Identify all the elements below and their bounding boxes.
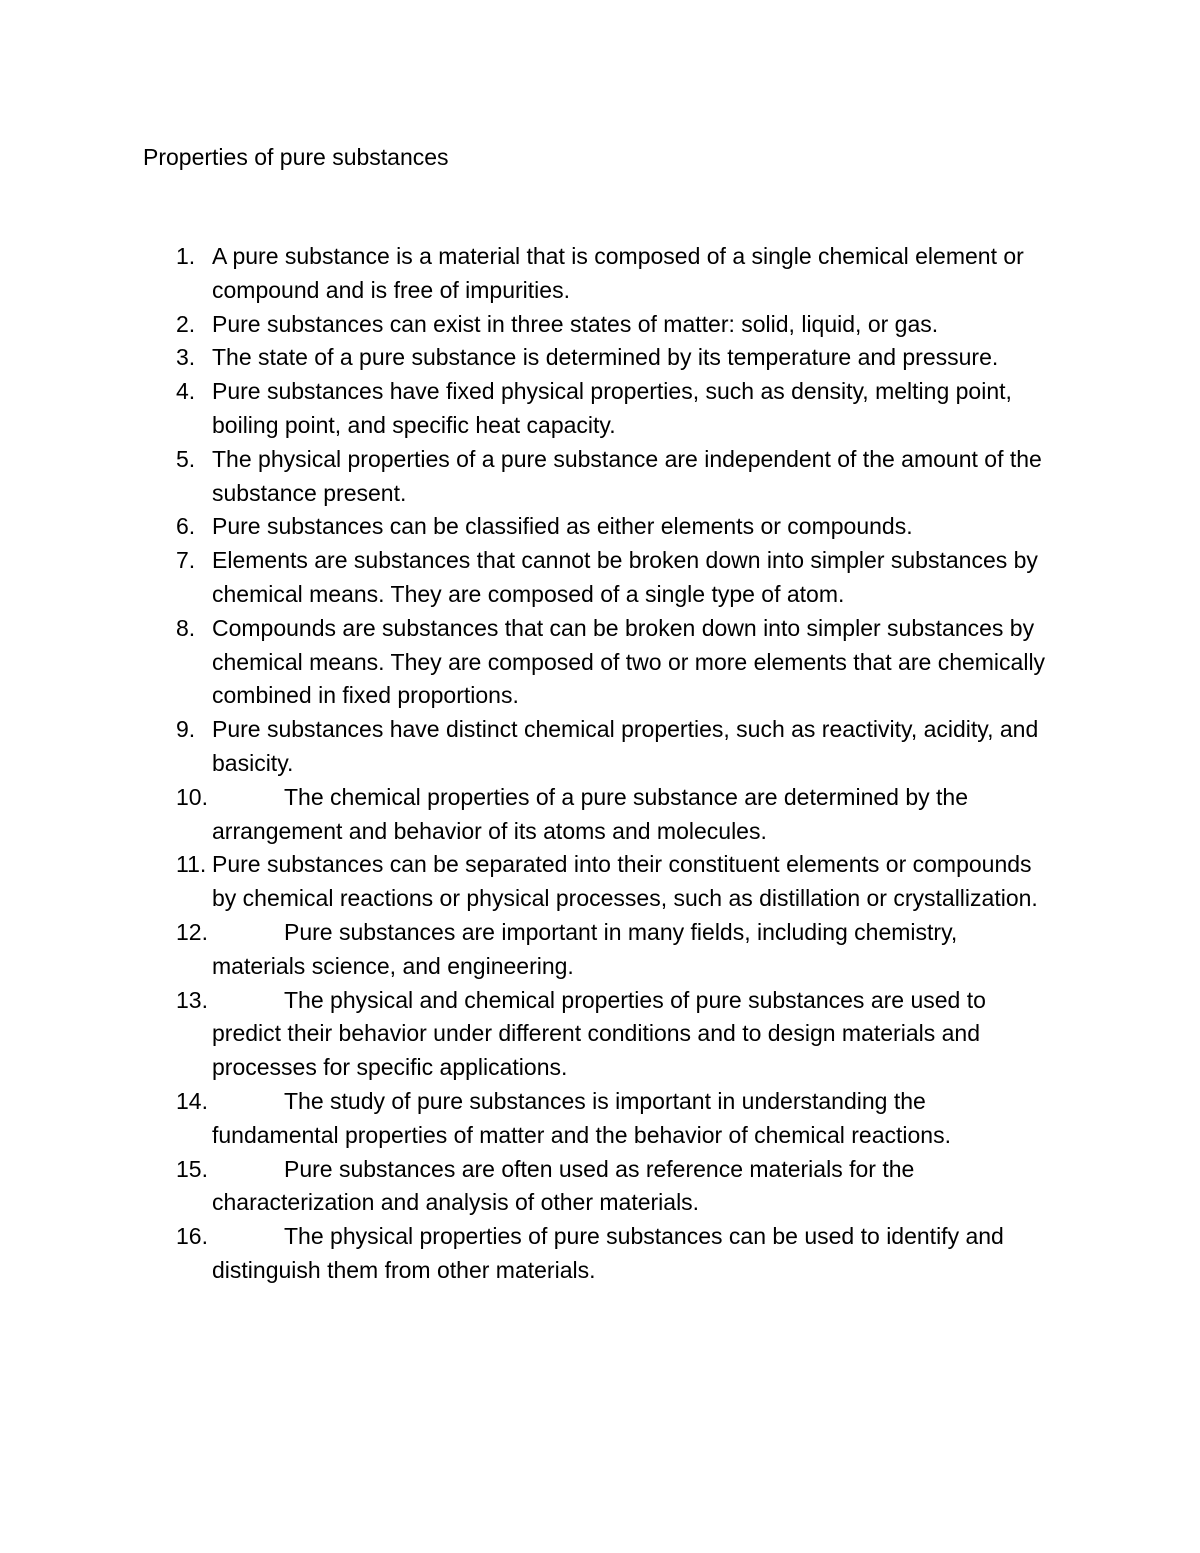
list-number: 4.	[176, 378, 196, 405]
list-text: Pure substances can be classified as either elements or compounds.	[212, 513, 913, 540]
list-number: 13.	[176, 986, 208, 1013]
list-text: Pure substances can be separated into their constituent elements or compounds by chemical reactions or physical processes, such as distillation or crystallization.	[212, 851, 1038, 912]
list-text: Elements are substances that cannot be broken down into simpler substances by chemical means. They are composed of a single type of atom.	[212, 547, 1038, 607]
list-item	[0, 781, 1052, 849]
list-text: Pure substances have distinct chemical properties, such as reactivity, acidity, and basicity.	[212, 716, 1039, 776]
list-number: 14.	[176, 1087, 208, 1114]
list-item	[0, 341, 1052, 375]
numbered-list	[0, 240, 1200, 1288]
list-item	[0, 612, 1052, 713]
list-text: The physical properties of a pure substance are independent of the amount of the substance present.	[212, 445, 1042, 506]
list-item	[0, 240, 1052, 308]
list-number: 6.	[176, 513, 196, 540]
list-item	[0, 984, 1052, 1085]
list-text: The physical and chemical properties of pure substances are used to predict their behavior under different conditions and to design materials and processes for specific applications.	[212, 986, 986, 1081]
list-number: 8.	[176, 614, 196, 641]
list-text: The physical properties of pure substances can be used to identify and distinguish them from other materials.	[212, 1223, 1004, 1283]
list-item	[0, 1153, 1052, 1221]
list-text: Compounds are substances that can be broken down into simpler substances by chemical means. They are composed of two or more elements that are chemically combined in fixed proportions.	[212, 614, 1046, 709]
list-text: Pure substances have fixed physical properties, such as density, melting point, boiling point, and specific heat capacity.	[212, 378, 1012, 438]
list-number: 15.	[176, 1155, 208, 1182]
list-item	[0, 544, 1052, 612]
list-number: 2.	[176, 310, 196, 337]
list-number: 10.	[176, 783, 208, 810]
list-text: Pure substances are often used as reference materials for the characterization and analysis of other materials.	[212, 1155, 915, 1216]
list-item	[0, 375, 1052, 443]
list-text: The study of pure substances is important in understanding the fundamental properties of matter and the behavior of chemical reactions.	[212, 1087, 951, 1148]
list-item	[0, 848, 1052, 916]
list-number: 7.	[176, 547, 196, 574]
list-text: Pure substances can exist in three states of matter: solid, liquid, or gas.	[212, 310, 939, 337]
list-text: The chemical properties of a pure substance are determined by the arrangement and behavior of its atoms and molecules.	[212, 783, 968, 844]
list-number: 12.	[176, 918, 208, 945]
list-item	[0, 443, 1052, 511]
list-item	[0, 1085, 1052, 1153]
list-item	[0, 1220, 1052, 1288]
list-number: 5.	[176, 445, 196, 472]
list-text: The state of a pure substance is determined by its temperature and pressure.	[212, 344, 999, 371]
list-text: A pure substance is a material that is composed of a single chemical element or compound and is free of impurities.	[212, 243, 1024, 303]
list-number: 16.	[176, 1223, 208, 1250]
list-item	[0, 308, 1052, 342]
list-number: 11.	[176, 851, 207, 878]
list-item	[0, 916, 1052, 984]
list-item	[0, 713, 1052, 781]
list-number: 1.	[176, 243, 196, 269]
list-item	[0, 510, 1052, 544]
document-title: Properties of pure substances	[143, 144, 449, 170]
list-text: Pure substances are important in many fields, including chemistry, materials science, and engineering.	[212, 918, 958, 979]
list-number: 9.	[176, 716, 196, 743]
list-number: 3.	[176, 344, 196, 371]
